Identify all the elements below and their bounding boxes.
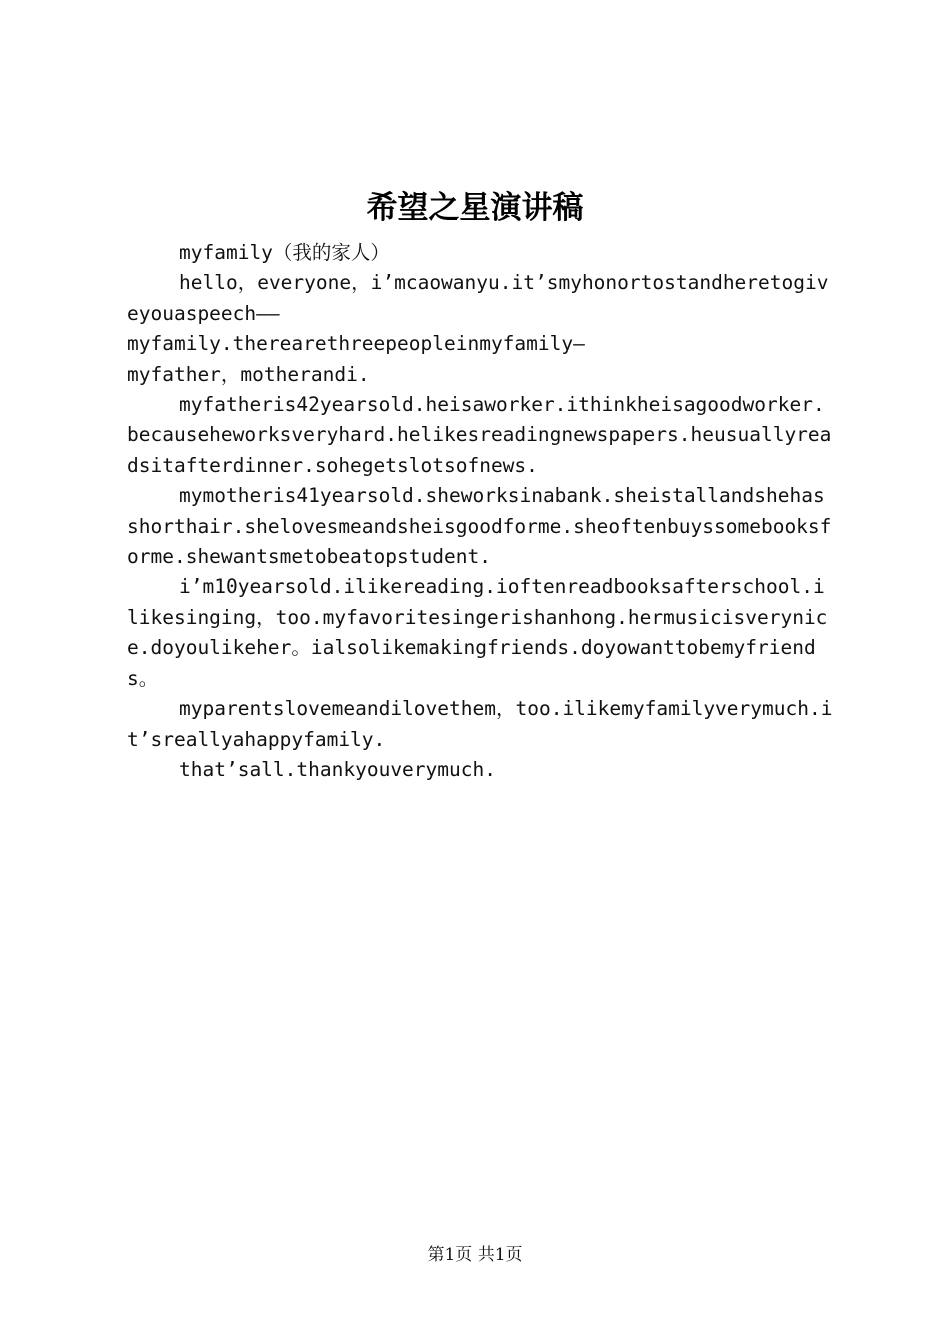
line-family-members: myfather，motherandi. bbox=[127, 362, 370, 386]
paragraph-mother: mymotheris41yearsold.sheworksinabank.sheistallandshehasshorthair.shelovesmeandsheisgoodforme.sheoftenbuyssomebooksforme.shewantsmetobeatopstudent. bbox=[127, 484, 832, 569]
paragraph-heading: myfamily（我的家人） bbox=[179, 241, 390, 264]
paragraph-father: myfatheris42yearsold.heisaworker.ithinkheisagoodworker.becauseheworksveryhard.helikesreadingnewspapers.heusuallyreadsitafterdinner.sohegetslotsofnews. bbox=[127, 393, 832, 477]
paragraph-greeting: hello，everyone，i’mcaowanyu.it’smyhonortostandheretogiveyouaspeech—— bbox=[127, 271, 829, 325]
line-family-intro: myfamily.therearethreepeopleinmyfamily— bbox=[127, 332, 585, 356]
page-number: 第1页 bbox=[427, 1245, 473, 1265]
page-title: 希望之星演讲稿 bbox=[366, 190, 584, 226]
page-footer bbox=[0, 1240, 950, 1265]
paragraph-self: i’m10yearsold.ilikereading.ioftenreadbooksafterschool.ilikesinging，too.myfavoritesingerishanhong.hermusicisverynice.doyoulikeher。ialsolikemakingfriends.doyowanttobemyfriends。 bbox=[127, 575, 828, 690]
paragraph-parents: myparentslovemeandilovethem，too.ilikemyfamilyverymuch.it’sreallyahappyfamily. bbox=[127, 697, 833, 751]
page-total: 共1页 bbox=[477, 1245, 523, 1265]
speech-body bbox=[127, 238, 833, 785]
paragraph-closing: that’sall.thankyouverymuch. bbox=[179, 757, 496, 781]
